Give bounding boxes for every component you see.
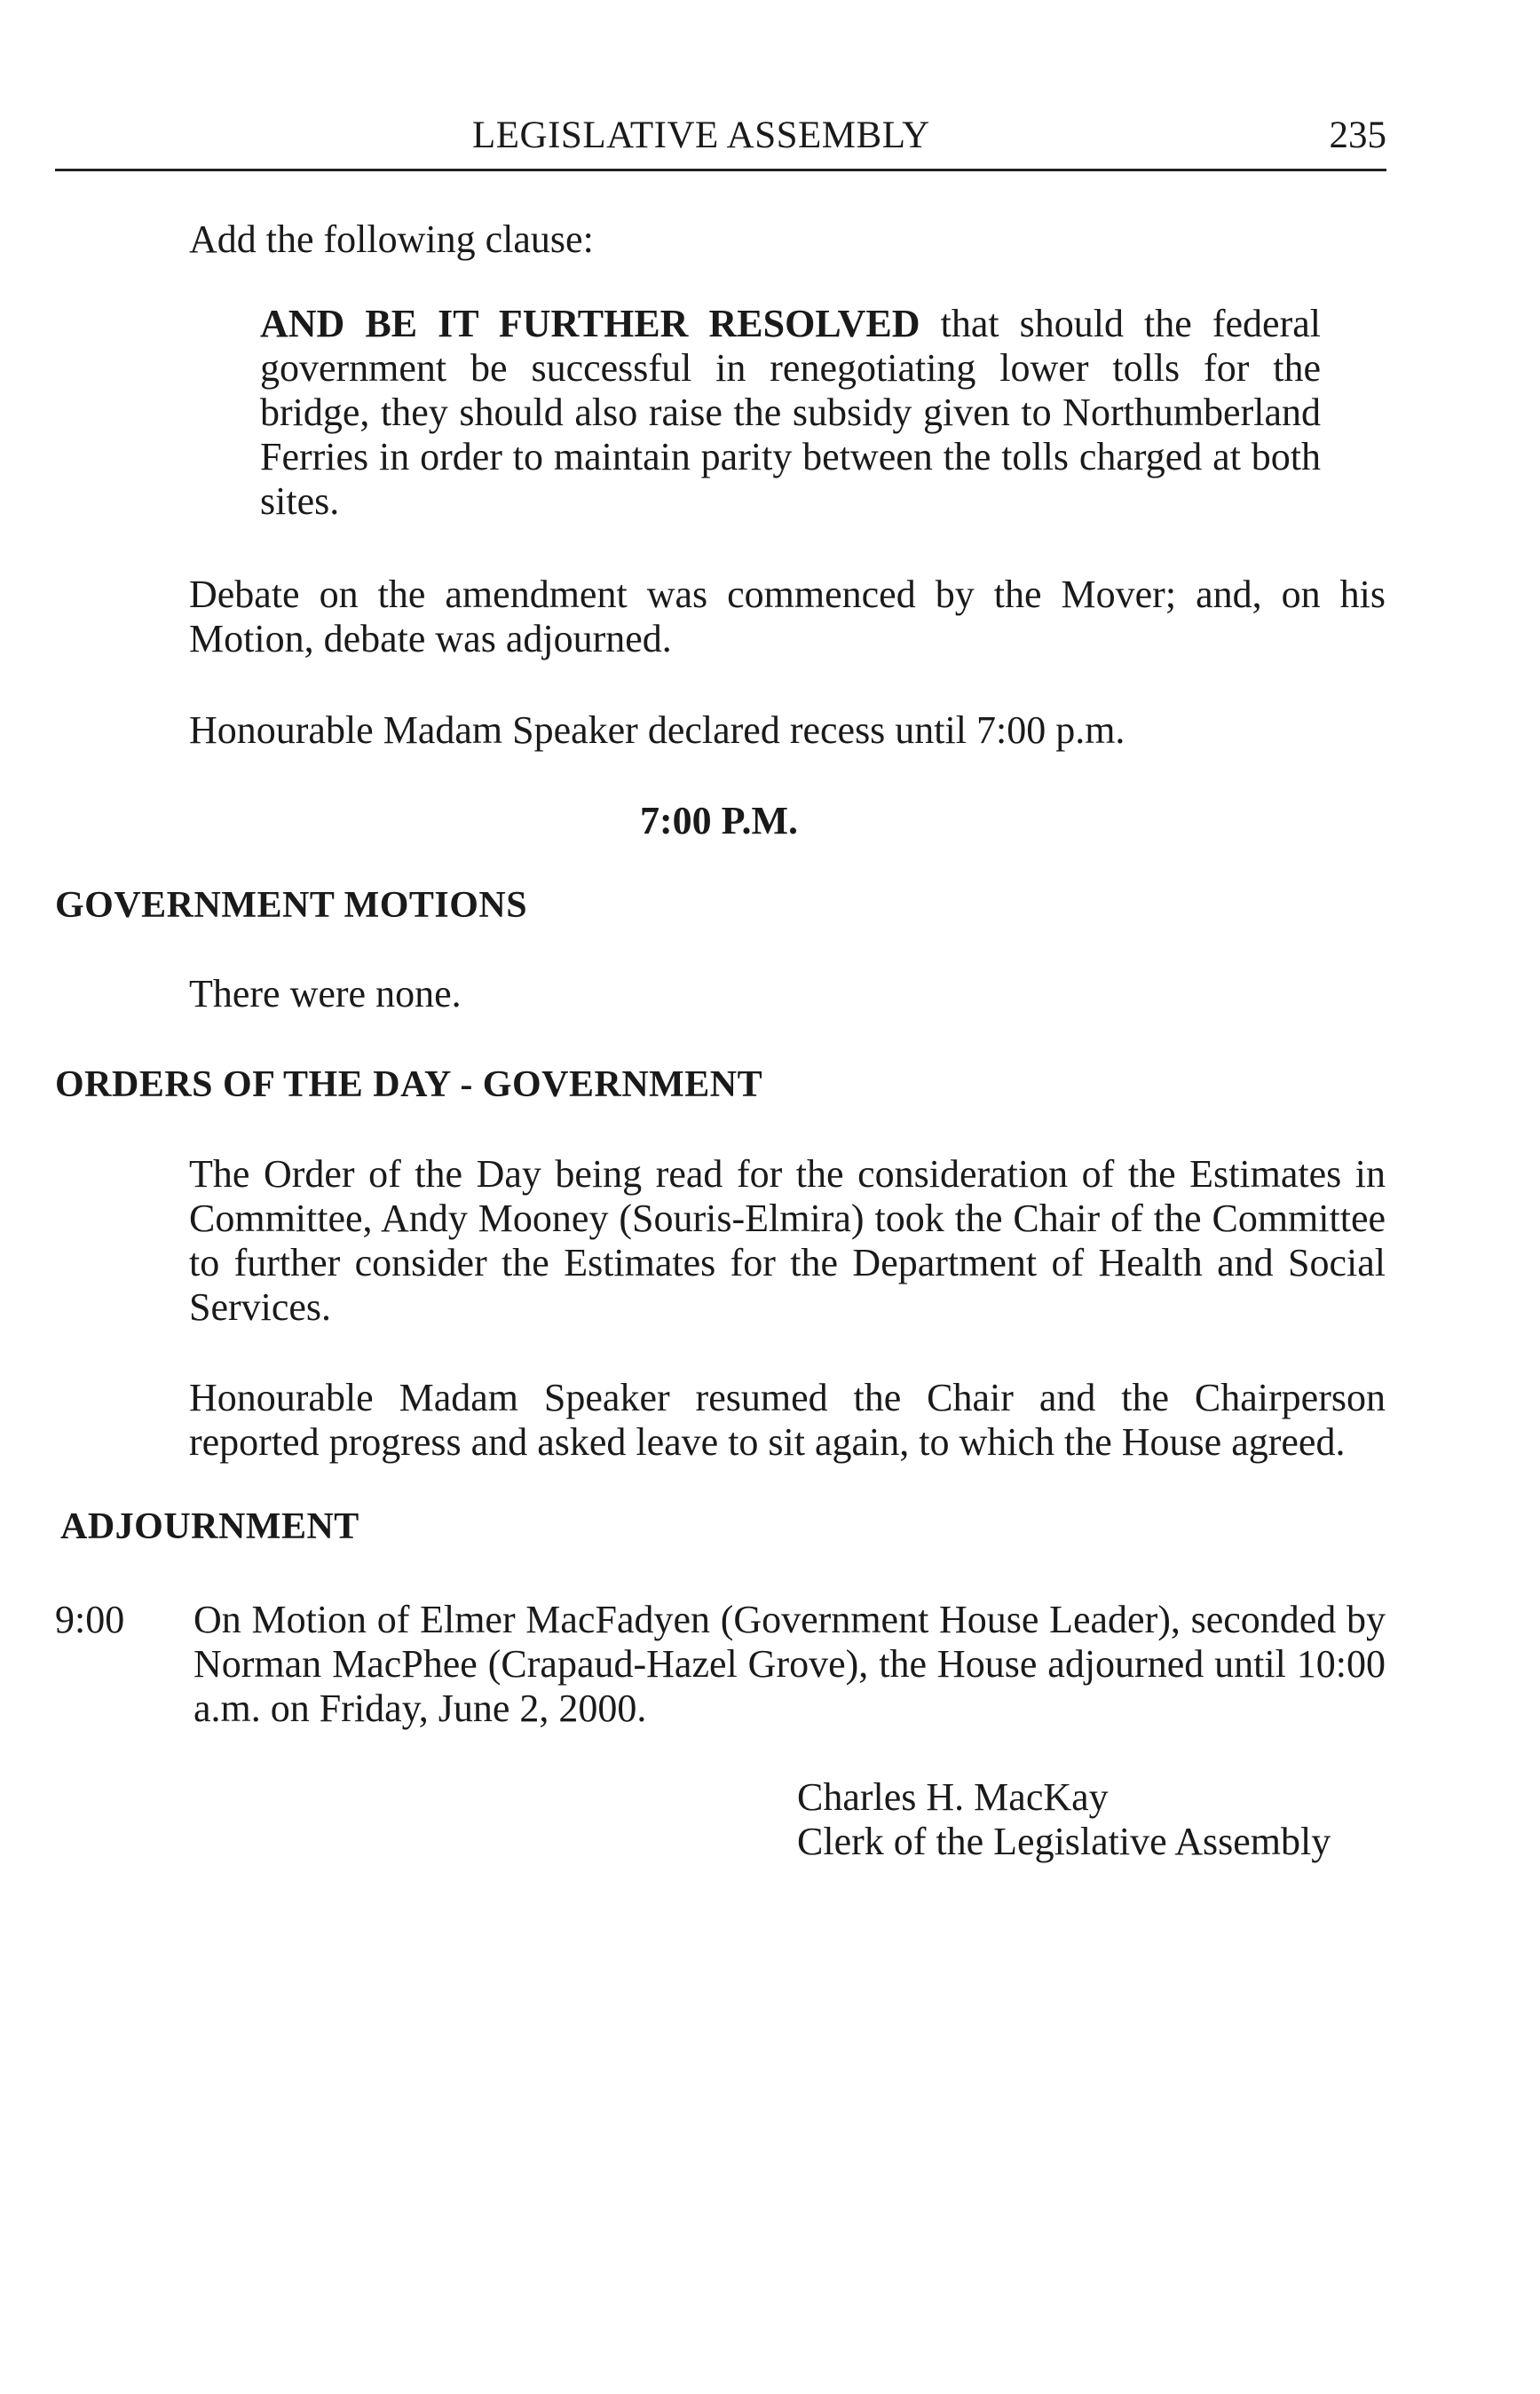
orders-paragraph-1: The Order of the Day being read for the consideration of the Estimates in Committee, Andy Mooney (Souris-Elmira) took the Chair of the Committee to further consider the Estimates for the Department of Health and Social Services.	[189, 1152, 1386, 1329]
government-motions-text: There were none.	[189, 972, 462, 1015]
orders-of-day-heading: ORDERS OF THE DAY - GOVERNMENT	[55, 1064, 763, 1105]
resolved-lead: AND BE IT FURTHER RESOLVED	[260, 302, 920, 345]
government-motions-heading: GOVERNMENT MOTIONS	[55, 885, 528, 926]
resolved-text: that should the federal government be successful in renegotiating lower tolls for the bridge, they should also raise the subsidy given to Northumberland Ferries in order to maintain parity between the tolls charged at both sites.	[260, 302, 1321, 523]
document-page	[55, 114, 1386, 171]
recess-paragraph: Honourable Madam Speaker declared recess until 7:00 p.m.	[189, 708, 1125, 752]
page-header	[55, 114, 1386, 171]
debate-paragraph: Debate on the amendment was commenced by the Mover; and, on his Motion, debate was adjourned.	[189, 573, 1386, 660]
page-number: 235	[1329, 115, 1386, 156]
resolved-clause	[260, 302, 1321, 524]
signature-name: Charles H. MacKay	[797, 1775, 1109, 1819]
amendment-intro: Add the following clause:	[189, 217, 594, 261]
adjournment-heading: ADJOURNMENT	[60, 1506, 359, 1547]
time-heading: 7:00 P.M.	[639, 799, 799, 842]
adjournment-text: On Motion of Elmer MacFadyen (Government House Leader), seconded by Norman MacPhee (Crapaud-Hazel Grove), the House adjourned until 10:00 a.m. on Friday, June 2, 2000.	[193, 1598, 1386, 1730]
header-title: LEGISLATIVE ASSEMBLY	[472, 115, 930, 156]
signature-title: Clerk of the Legislative Assembly	[797, 1820, 1331, 1863]
adjournment-time: 9:00	[55, 1598, 125, 1641]
orders-paragraph-2: Honourable Madam Speaker resumed the Chair and the Chairperson reported progress and asked leave to sit again, to which the House agreed.	[189, 1376, 1386, 1464]
